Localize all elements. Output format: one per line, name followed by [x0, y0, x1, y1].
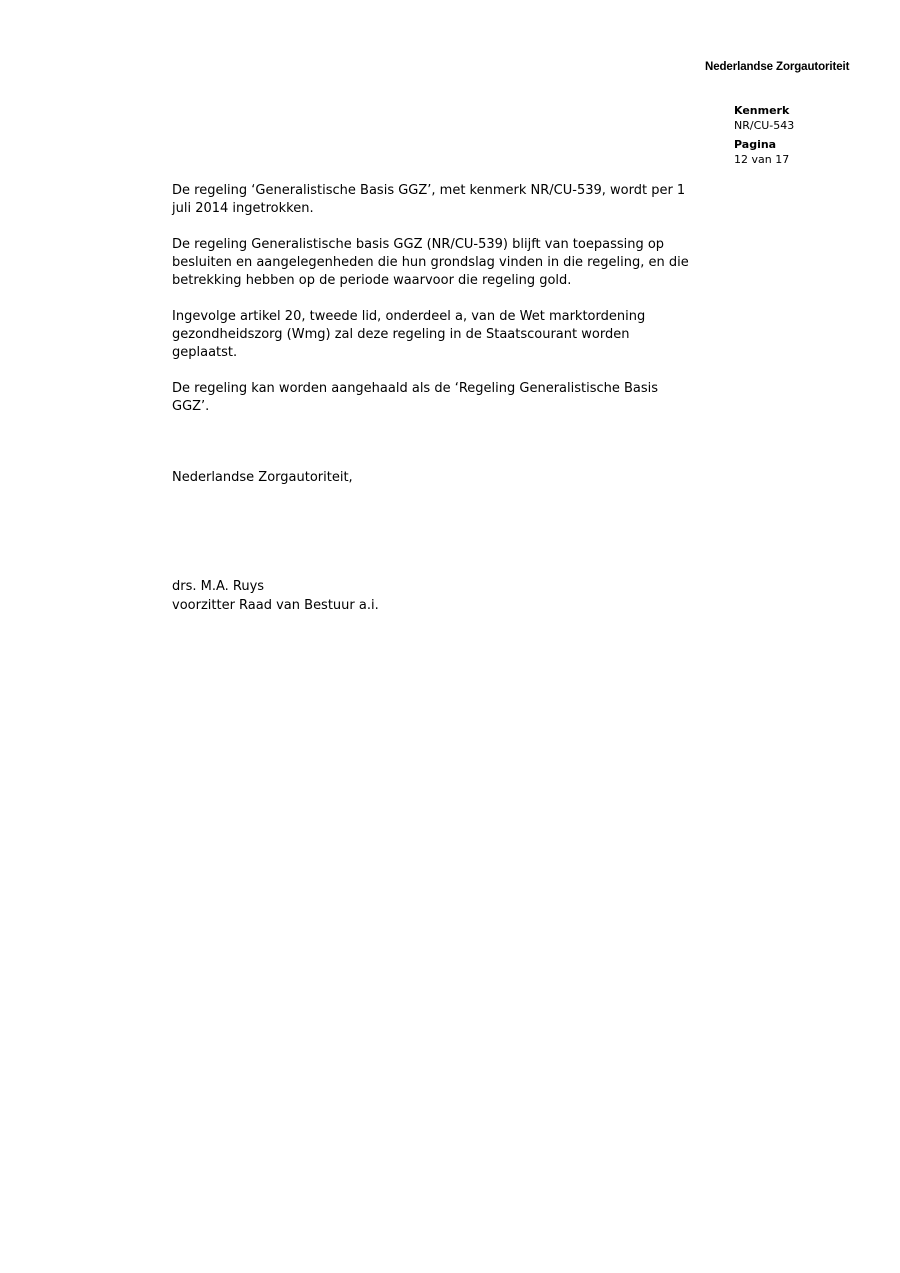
document-body: [172, 182, 692, 434]
signatory-name: drs. M.A. Ruys: [172, 579, 265, 594]
signature-block: [172, 577, 379, 615]
paragraph-withdrawal: De regeling ‘Generalistische Basis GGZ’, met kenmerk NR/CU-539, wordt per 1 juli 2014 ingetrokken.: [172, 183, 686, 216]
paragraph-citation: De regeling kan worden aangehaald als de ‘Regeling Generalistische Basis GGZ’.: [172, 381, 659, 414]
paragraph-applicability: De regeling Generalistische basis GGZ (NR/CU-539) blijft van toepassing op besluiten en aangelegenheden die hun grondslag vinden in die regeling, en die betrekking hebben op de periode waarvoor die regeling gold.: [172, 237, 689, 288]
document-meta: [734, 103, 794, 171]
kenmerk-label: Kenmerk: [734, 104, 790, 117]
signatory-title: voorzitter Raad van Bestuur a.i.: [172, 598, 379, 613]
pagina-value: 12 van 17: [734, 153, 790, 166]
pagina-label: Pagina: [734, 138, 777, 151]
paragraph-publication: Ingevolge artikel 20, tweede lid, onderdeel a, van de Wet marktordening gezondheidszorg (Wmg) zal deze regeling in de Staatscourant worden geplaatst.: [172, 309, 646, 360]
kenmerk-value: NR/CU-543: [734, 119, 795, 132]
closing-line: Nederlandse Zorgautoriteit,: [172, 470, 353, 485]
organization-header: Nederlandse Zorgautoriteit: [705, 61, 850, 73]
